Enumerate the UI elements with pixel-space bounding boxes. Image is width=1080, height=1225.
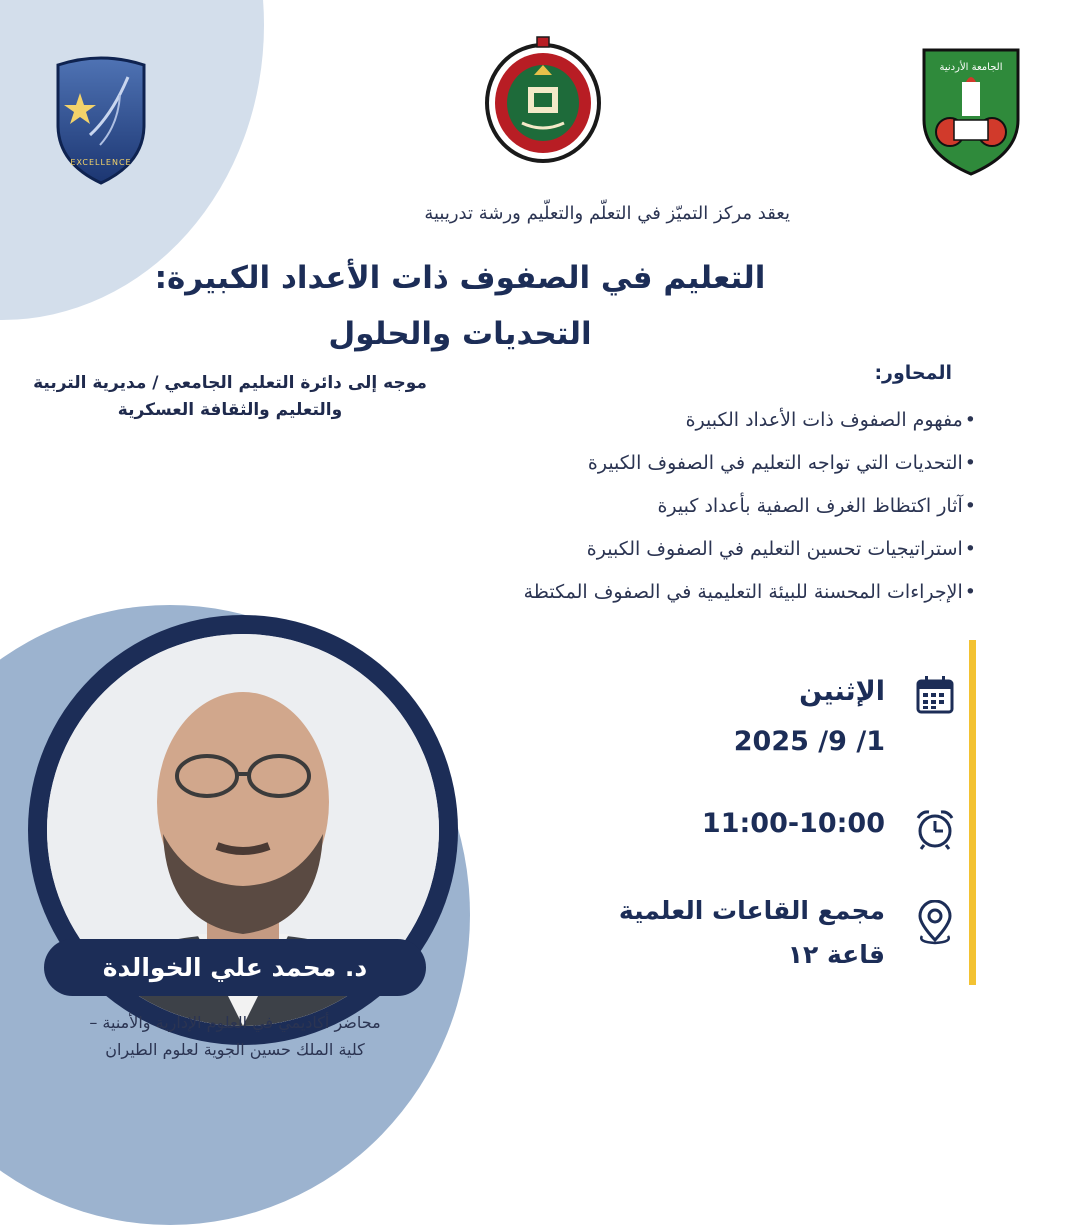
list-item: • مفهوم الصفوف ذات الأعداد الكبيرة	[524, 402, 976, 445]
excellence-caption: EXCELLENCE	[70, 158, 132, 167]
presenter-name: د. محمد علي الخوالدة	[44, 939, 426, 996]
alarm-clock-icon	[914, 808, 956, 850]
calendar-icon	[914, 674, 956, 716]
event-venue: مجمع القاعات العلمية	[618, 896, 885, 925]
axes-heading: المحاور:	[874, 362, 952, 384]
presenter-bio	[20, 1009, 450, 1063]
event-date: 2025 /9 /1	[733, 726, 885, 757]
university-caption: الجامعة الأردنية	[939, 62, 1003, 73]
event-day: الإثنين	[799, 676, 885, 707]
title-line-2: التحديات والحلول	[328, 316, 592, 352]
location-pin-icon	[914, 900, 956, 946]
title-line-1: التعليم في الصفوف ذات الأعداد الكبيرة:	[154, 260, 766, 296]
event-hall: قاعة ١٢	[787, 940, 885, 969]
list-item: • التحديات التي تواجه التعليم في الصفوف الكبيرة	[524, 445, 976, 488]
target-audience: موجه إلى دائرة التعليم الجامعي / مديرية التربية والتعليم والثقافة العسكرية	[33, 373, 427, 420]
axes-list	[524, 402, 976, 617]
accent-bar	[969, 640, 976, 985]
workshop-intro: يعقد مركز التميّز في التعلّم والتعلّيم ورشة تدريبية	[424, 203, 790, 224]
list-item: • آثار اكتظاظ الغرف الصفية بأعداد كبيرة	[524, 488, 976, 531]
event-time: 11:00-10:00	[701, 808, 885, 839]
bio-line-2: كلية الملك حسين الجوية لعلوم الطيران	[105, 1040, 365, 1059]
bio-line-1: محاضر أكاديمي في العلوم الإدارية والأمنية –	[89, 1013, 381, 1032]
list-item: • الإجراءات المحسنة للبيئة التعليمية في الصفوف المكتظة	[524, 574, 976, 617]
excellence-center-logo	[50, 55, 152, 185]
workshop-title	[50, 250, 870, 362]
university-of-jordan-emblem	[918, 42, 1024, 176]
military-college-emblem	[482, 35, 604, 165]
list-item: • استراتيجيات تحسين التعليم في الصفوف الكبيرة	[524, 531, 976, 574]
